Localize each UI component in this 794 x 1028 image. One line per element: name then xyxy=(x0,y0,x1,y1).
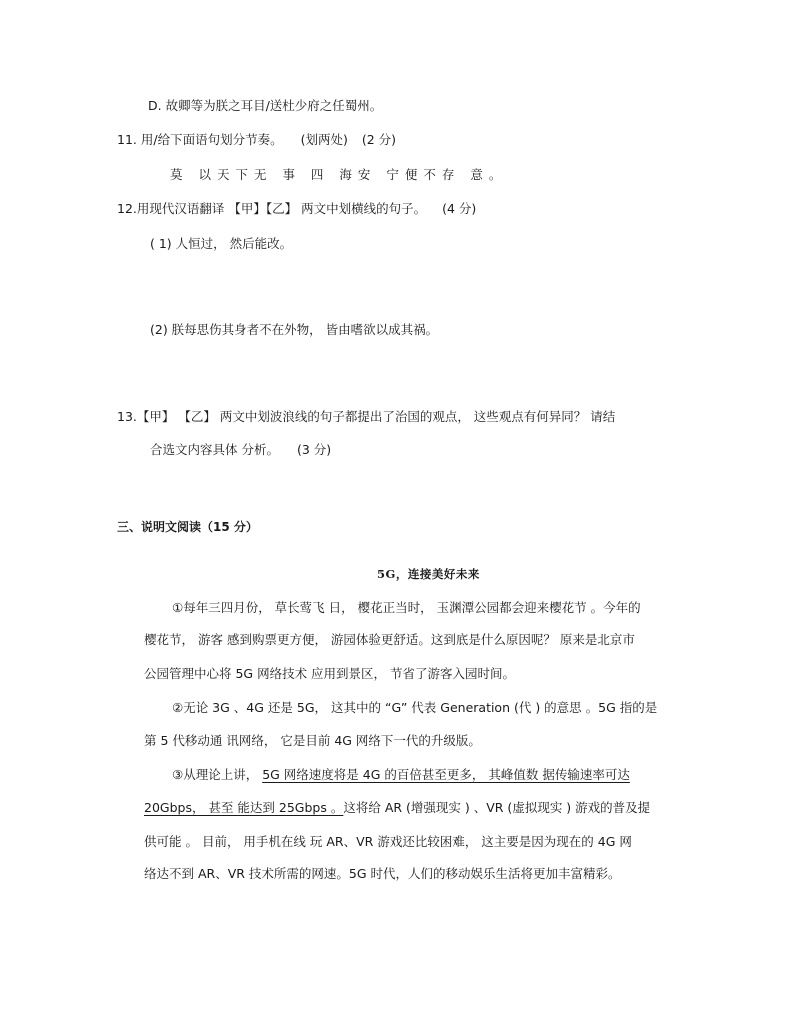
question-12 xyxy=(117,201,476,217)
paragraph-1-line-2: 樱花节， 游客 感到购票更方便， 游园体验更舒适。这到底是什么原因呢？ 原来是北京市 xyxy=(144,632,635,647)
question-11-sentence: 莫 以天下无 事 四 海安 宁便不存 意。 xyxy=(170,167,508,182)
paragraph-3-line-2 xyxy=(144,800,650,816)
question-11-prompt: 11. 用/给下面语句划分节奏。 xyxy=(117,132,283,147)
paragraph-2-line-2: 第 5 代移动通 讯网络， 它是目前 4G 网络下一代的升级版。 xyxy=(144,733,481,748)
paragraph-1-line-3: 公园管理中心将 5G 网络技术 应用到景区， 节省了游客入园时间。 xyxy=(144,666,516,681)
question-11 xyxy=(117,132,396,148)
paragraph-2-line-1: ②无论 3G 、4G 还是 5G， 这其中的 “G” 代表 Generation (代 ) 的意思 。5G 指的是 xyxy=(172,700,658,715)
question-12-score: (4 分) xyxy=(442,201,477,216)
question-13-line-1: 13.【甲】 【乙】 两文中划波浪线的句子都提出了治国的观点， 这些观点有何异同？ 请结 xyxy=(117,409,616,424)
paragraph-3-line-1 xyxy=(172,767,630,783)
paragraph-1-line-1: ①每年三四月份， 草长莺飞 日， 樱花正当时， 玉渊潭公园都会迎来樱花节 。今年的 xyxy=(172,600,641,615)
question-12-item-1: ( 1) 人恒过， 然后能改。 xyxy=(150,236,293,251)
paragraph-3-underlined-rate: 20Gbps， 甚至 xyxy=(144,800,238,815)
question-12-item-2: (2) 朕每思伤其身者不在外物， 皆由嗜欲以成其祸。 xyxy=(150,322,439,337)
paragraph-3-line-4: 络达不到 AR、VR 技术所需的网速。5G 时代，人们的移动娱乐生活将更加丰富精彩。 xyxy=(144,866,621,881)
paragraph-3-line-3: 供可能 。 目前， 用手机在线 玩 AR、VR 游戏还比较困难， 这主要是因为现在的 4G 网 xyxy=(144,834,632,849)
paragraph-3-underlined-text: 5G 网络速度将是 4G 的百倍甚至更多， 其峰值数 据传输速率可达 xyxy=(262,767,630,782)
question-13-text: 合选文内容具体 分析。 xyxy=(150,442,279,457)
paragraph-3-line-1-start: ③从理论上讲， xyxy=(172,767,263,782)
paragraph-3-underlined-peak: 能达到 25Gbps 。 xyxy=(237,800,344,815)
paragraph-3-line-2-end: 这将给 AR (增强现实 ) 、VR (虚拟现实 ) 游戏的普及提 xyxy=(343,800,651,815)
question-11-score: (2 分) xyxy=(361,132,396,147)
article-title: 5G，连接美好未来 xyxy=(377,567,480,581)
question-12-prompt: 12.用现代汉语翻译 【甲】【乙】 两文中划横线的句子。 xyxy=(117,201,427,216)
question-13-score: (3 分) xyxy=(296,442,332,457)
question-11-note: (划两处) xyxy=(300,132,348,147)
option-d: D. 故卿等为朕之耳目/送杜少府之任蜀州。 xyxy=(148,98,383,113)
question-13-line-2 xyxy=(150,442,331,458)
section-heading: 三、说明文阅读（15 分） xyxy=(117,520,258,534)
